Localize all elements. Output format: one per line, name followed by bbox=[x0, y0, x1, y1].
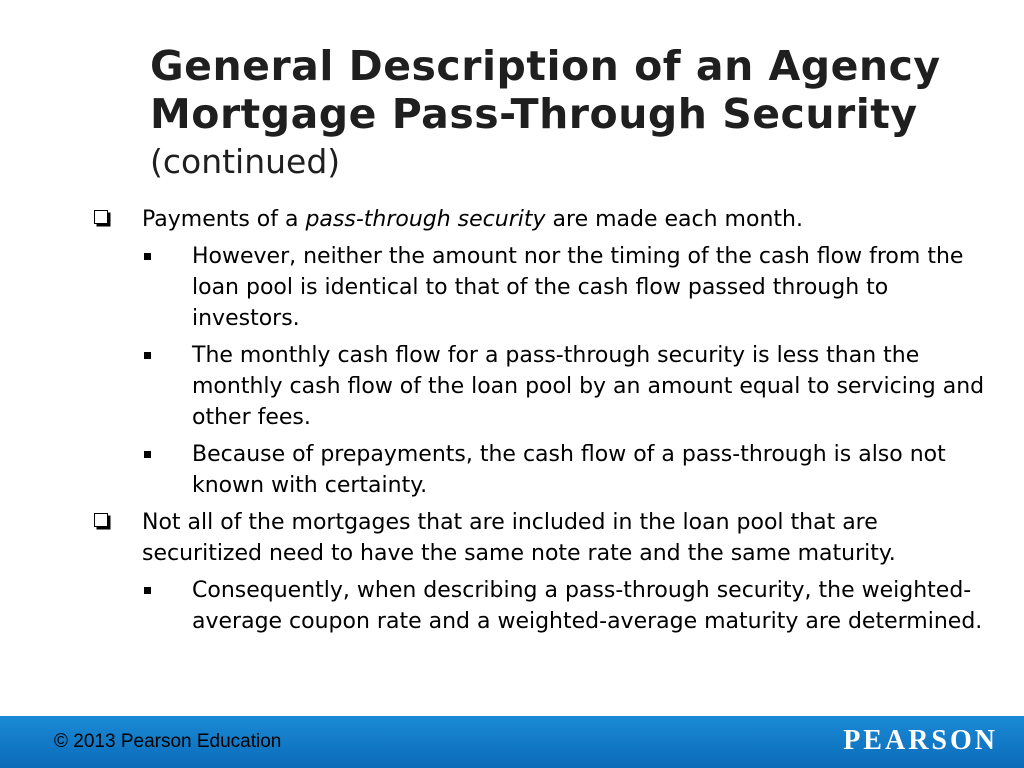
bullet-level2 bbox=[88, 439, 998, 501]
title-line-2: Mortgage Pass-Through Security bbox=[150, 90, 918, 138]
bullet-level2 bbox=[88, 340, 998, 433]
square-bullet-icon bbox=[144, 253, 151, 260]
checkbox-bullet-icon bbox=[94, 513, 108, 527]
square-bullet-icon bbox=[144, 587, 151, 594]
pearson-logo: PEARSON bbox=[843, 725, 998, 756]
bullet-level1 bbox=[88, 507, 998, 569]
bullet-level2 bbox=[88, 575, 998, 637]
title-subtitle: (continued) bbox=[150, 142, 341, 181]
bullet-text: The monthly cash flow for a pass-through security is less than the monthly cash flow of the loan pool by an amount equal to servicing and other fees. bbox=[192, 343, 985, 430]
bullet-level1 bbox=[88, 204, 998, 235]
footer-bar bbox=[0, 716, 1024, 768]
bullet-text: However, neither the amount nor the timing of the cash flow from the loan pool is identical to that of the cash flow passed through to investors. bbox=[192, 244, 964, 331]
slide-title bbox=[150, 42, 1010, 184]
bullet-text: Not all of the mortgages that are included in the loan pool that are securitized need to have the same note rate and the same maturity. bbox=[142, 510, 896, 566]
bullet-text: Payments of a pass-through security are made each month. bbox=[142, 207, 803, 232]
bullet-text: Because of prepayments, the cash flow of a pass-through is also not known with certainty. bbox=[192, 442, 946, 498]
slide-body bbox=[88, 204, 998, 643]
square-bullet-icon bbox=[144, 352, 151, 359]
emphasis-term: pass-through security bbox=[305, 207, 546, 232]
bullet-text: Consequently, when describing a pass-through security, the weighted-average coupon rate and a weighted-average maturity are determined. bbox=[192, 578, 983, 634]
bullet-level2 bbox=[88, 241, 998, 334]
title-line-1: General Description of an Agency bbox=[150, 42, 941, 90]
copyright-text: © 2013 Pearson Education bbox=[54, 731, 282, 752]
square-bullet-icon bbox=[144, 451, 151, 458]
checkbox-bullet-icon bbox=[94, 210, 108, 224]
